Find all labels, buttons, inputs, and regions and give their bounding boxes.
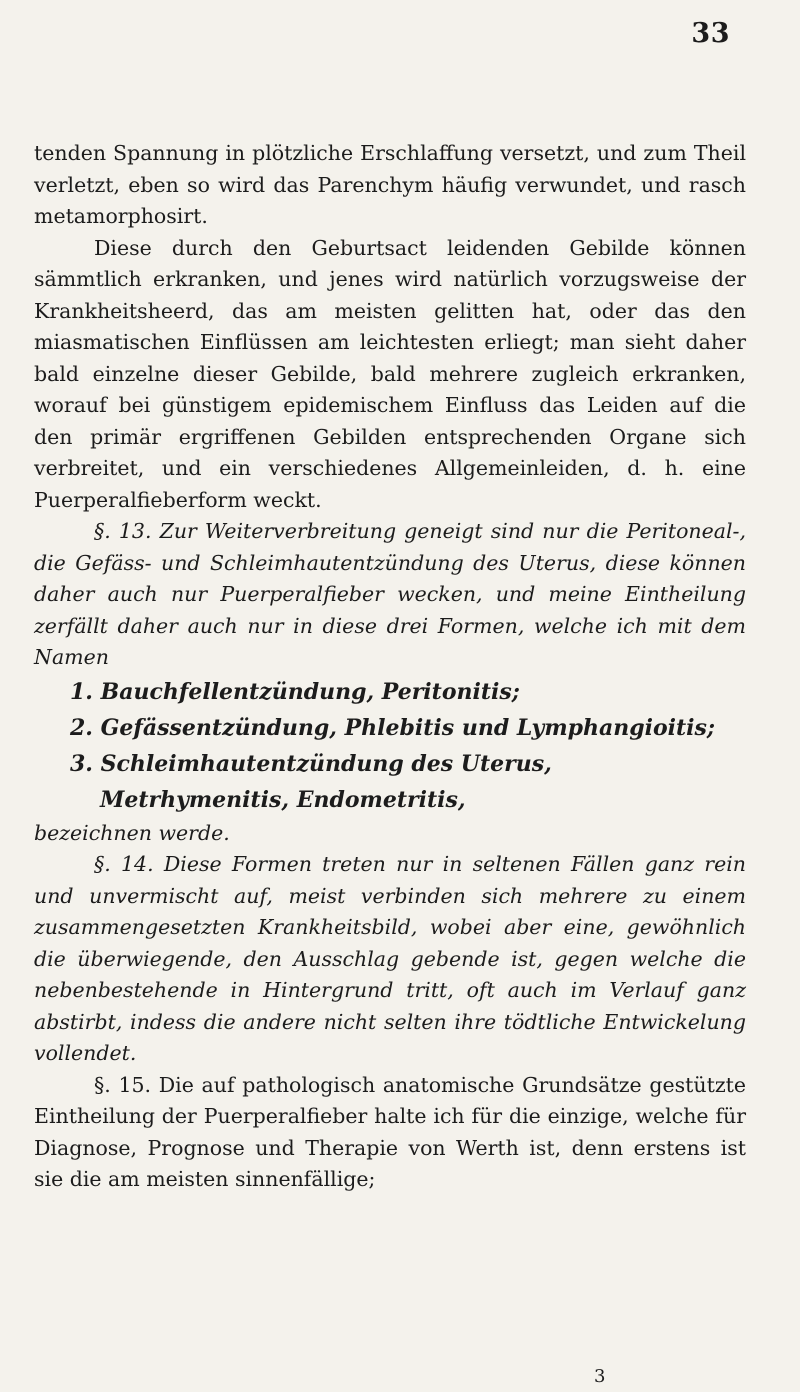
paragraph-continuation: bezeichnen werde. <box>34 820 230 845</box>
paragraph-1: tenden Spannung in plötzliche Erschlaffung versetzt, und zum Theil verletzt, eben so wird das Parenchym häufig verwundet, und rasch metamorphosirt. <box>34 141 746 228</box>
body-text <box>34 138 746 1196</box>
signature-mark: 3 <box>594 1366 606 1387</box>
form-list <box>34 674 746 818</box>
list-item: 2. Gefässentzündung, Phlebitis und Lymphangioitis; <box>70 714 716 741</box>
list-item: 1. Bauchfellentzündung, Peritonitis; <box>70 678 520 705</box>
paragraph-14: §. 14. Diese Formen treten nur in seltenen Fällen ganz rein und unvermischt auf, meist verbinden sich mehrere zu einem zusammengesetzten Krankheitsbild, wobei aber eine, gewöhnlich die überwiegende, den Ausschlag gebende ist, gegen welche die nebenbestehende in Hintergrund tritt, oft auch im Verlauf ganz abstirbt, indess die andere nicht selten ihre tödtliche Entwickelung vollendet. <box>34 852 746 1065</box>
page-number: 33 <box>691 18 730 49</box>
paragraph-15: §. 15. Die auf pathologisch anatomische Grundsätze gestützte Eintheilung der Puerperalfieber halte ich für die einzige, welche für Diagnose, Prognose und Therapie von Werth ist, denn erstens ist sie die am meisten sinnenfällige; <box>34 1072 746 1191</box>
paragraph-13: §. 13. Zur Weiterverbreitung geneigt sind nur die Peritoneal-, die Gefäss- und Schleimhautentzündung des Uterus, diese können daher auch nur Puerperalfieber wecken, und meine Eintheilung zerfällt daher auch nur in diese drei Formen, welche ich mit dem Namen <box>34 519 746 669</box>
list-item: 3. Schleimhautentzündung des Uterus, Metrhymenitis, Endometritis, <box>70 750 552 813</box>
paragraph-2: Diese durch den Geburtsact leidenden Gebilde können sämmtlich erkranken, und jenes wird natürlich vorzugsweise der Krankheitsheerd, das am meisten gelitten hat, oder das den miasmatischen Einflüssen am leichtesten erliegt; man sieht daher bald einzelne dieser Gebilde, bald mehrere zugleich erkranken, worauf bei günstigem epidemischem Einfluss das Leiden auf die den primär ergriffenen Gebilden entsprechenden Organe sich verbreitet, und ein verschiedenes Allgemeinleiden, d. h. eine Puerperalfieberform weckt. <box>34 235 746 512</box>
